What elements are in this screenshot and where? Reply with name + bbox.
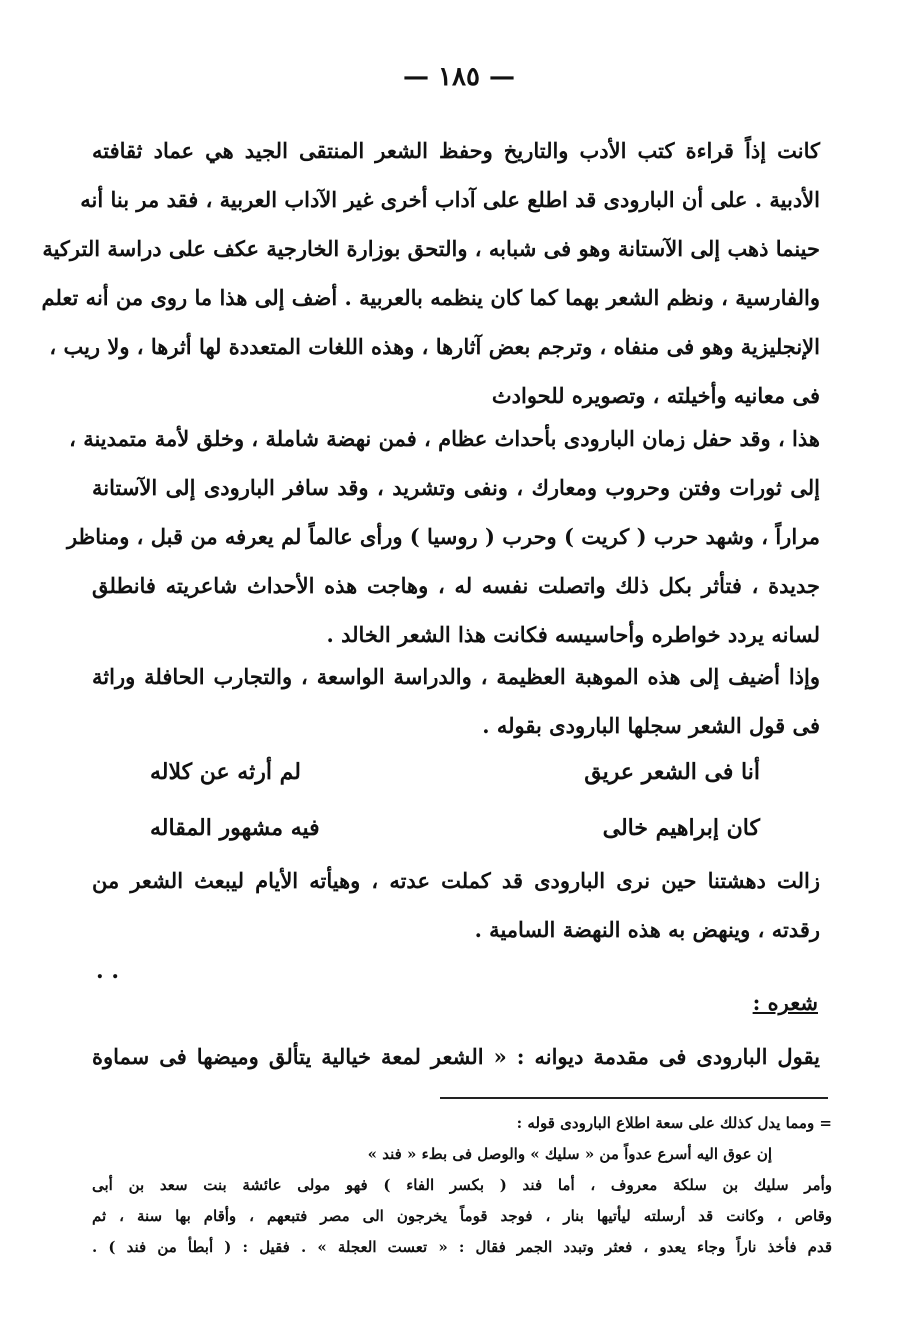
- text-line: رقدته ، وينهض به هذه النهضة السامية .: [474, 917, 820, 942]
- paragraph-1: [41, 126, 820, 420]
- footnotes: [92, 1108, 832, 1263]
- paragraph-3: [92, 652, 820, 750]
- text-line: حينما ذهب إلى الآستانة وهو فى شبابه ، والتحق بوزارة الخارجية عكف على دراسة التركية: [42, 236, 820, 261]
- footnote-verse: إن عوق اليه أسرع عدواً من « سليك » والوصل فى بطء « فند »: [367, 1145, 772, 1163]
- footnote-line: = ومما يدل كذلك على سعة اطلاع البارودى قوله :: [516, 1114, 832, 1132]
- text-line: إلى ثورات وفتن وحروب ومعارك ، ونفى وتشريد ، وقد سافر البارودى إلى الآستانة: [92, 475, 820, 500]
- text-line: الإنجليزية وهو فى منفاه ، وترجم بعض آثارها ، وهذه اللغات المتعددة لها أثرها ، ولا ريب ،: [49, 334, 820, 359]
- text-line: مراراً ، وشهد حرب ( كريت ) وحرب ( روسيا ) ورأى عالماً لم يعرفه من قبل ، ومناظر: [66, 524, 820, 549]
- verse-first-hemistich: أنا فى الشعر عريق: [584, 759, 760, 785]
- text-line: وإذا أضيف إلى هذه الموهبة العظيمة ، والدراسة الواسعة ، والتجارب الحافلة وراثة: [92, 664, 820, 689]
- text-line: لسانه يردد خواطره وأحاسيسه فكانت هذا الشعر الخالد .: [326, 622, 820, 647]
- footnote-line: وأمر سليك بن سلكة معروف ، أما فند ( بكسر الفاء ) فهو مولى عائشة بنت سعد بن أبى: [92, 1176, 833, 1194]
- text-line: كانت إذاً قراءة كتب الأدب والتاريخ وحفظ الشعر المنتقى الجيد هي عماد ثقافته: [92, 138, 820, 163]
- paragraph-2: [66, 414, 820, 659]
- text-line: جديدة ، فتأثر بكل ذلك واتصلت نفسه له ، وهاجت هذه الأحداث شاعريته فانطلق: [92, 573, 820, 598]
- verse-line: [150, 802, 760, 854]
- verse-block: [150, 746, 760, 854]
- text-line: زالت دهشتنا حين نرى البارودى قد كملت عدته ، وهيأته الأيام ليبعث الشعر من: [92, 868, 820, 893]
- section-heading: شعره :: [752, 990, 818, 1015]
- footnote-divider: [440, 1097, 828, 1099]
- verse-second-hemistich: لم أرثه عن كلاله: [150, 759, 301, 785]
- footnote-line: وقاص ، وكانت قد أرسلته ليأتيها بنار ، فوجد قوماً يخرجون الى مصر فتبعهم ، وأقام بها سنة ، ثم: [92, 1207, 832, 1225]
- section-separator-dots: . .: [96, 958, 119, 984]
- closing-paragraph: [92, 856, 820, 954]
- text-line: فى قول الشعر سجلها البارودى بقوله .: [482, 713, 820, 738]
- verse-first-hemistich: كان إبراهيم خالى: [602, 815, 760, 841]
- text-line: الأدبية . على أن البارودى قد اطلع على آداب أخرى غير الآداب العربية ، فقد مر بنا أنه: [80, 187, 820, 212]
- text-line: هذا ، وقد حفل زمان البارودى بأحداث عظام ، فمن نهضة شاملة ، وخلق لأمة متمدينة ،: [69, 426, 820, 451]
- text-line: يقول البارودى فى مقدمة ديوانه : « الشعر لمعة خيالية يتألق وميضها فى سماوة: [92, 1044, 820, 1069]
- footnote-line: قدم فأخذ ناراً وجاء يعدو ، فعثر وتبدد الجمر فقال : « تعست العجلة » . فقيل : ( أبطأ من فند ) .: [92, 1238, 832, 1256]
- text-line: والفارسية ، ونظم الشعر بهما كما كان ينظمه بالعربية . أضف إلى هذا ما روى من أنه تعلم: [41, 285, 820, 310]
- page-number: — ١٨٥ —: [402, 62, 516, 92]
- verse-line: [150, 746, 760, 798]
- text-line: فى معانيه وأخيلته ، وتصويره للحوادث: [491, 383, 820, 408]
- verse-second-hemistich: فيه مشهور المقاله: [150, 815, 320, 841]
